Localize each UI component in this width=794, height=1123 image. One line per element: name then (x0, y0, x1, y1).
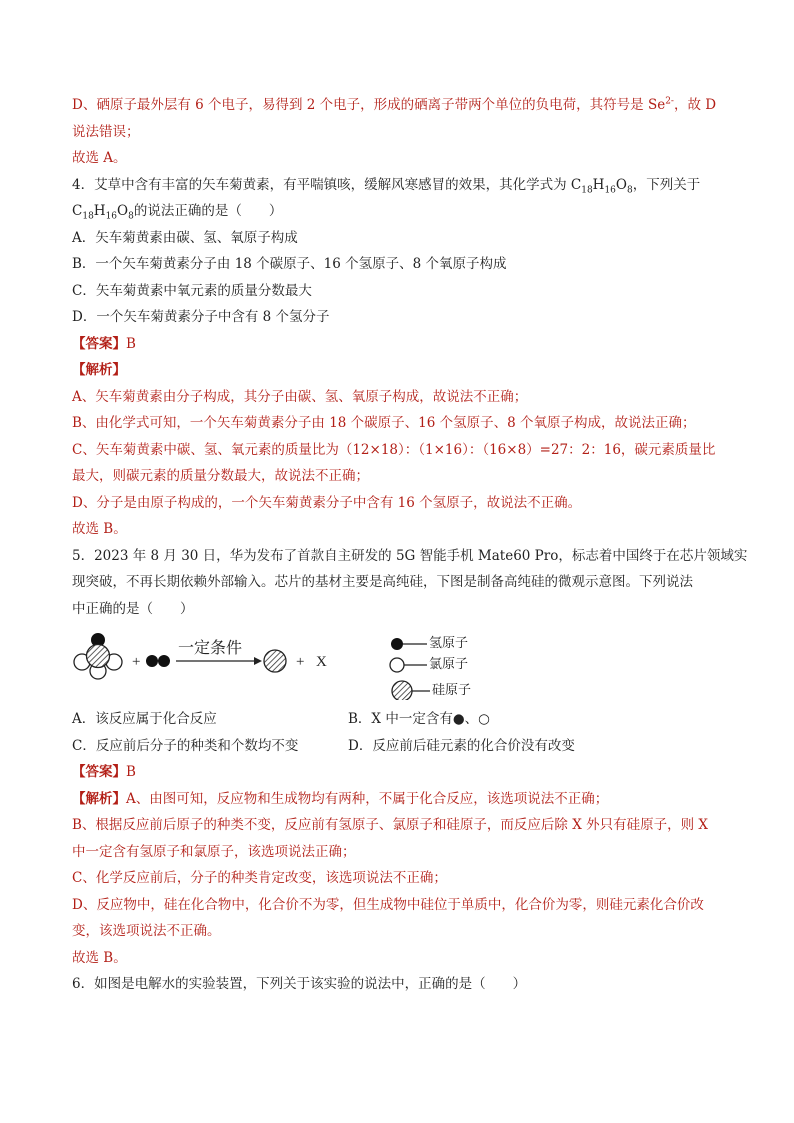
q5-stem-line1: 5．2023 年 8 月 30 日，华为发布了首款自主研发的 5G 智能手机 Mate60 Pro，标志着中国终于在芯片领域实 (72, 547, 748, 564)
q5-options-row2 (72, 733, 732, 760)
q4-option-a: A．矢车菊黄素由碳、氢、氧原子构成 (72, 229, 298, 246)
q4-analysis-c-cont: 最大，则碳元素的质量分数最大，故说法不正确； (72, 468, 369, 484)
legend-silicon: 硅原子 (432, 683, 472, 698)
reaction-svg (72, 628, 732, 700)
legend (390, 638, 430, 700)
q4-analysis-c: C、矢车菊黄素中碳、氢、氧元素的质量比为（12×18）：（1×16）：（16×8）=27：2：16，碳元素质量比 (72, 441, 716, 458)
prev-analysis-d: D、硒原子最外层有 6 个电子，易得到 2 个电子，形成的硒离子带两个单位的负电荷，其符号是 $Se^{2-}$，故 D (72, 96, 717, 113)
product-x: X (316, 654, 327, 670)
reaction-diagram (72, 628, 732, 700)
q4-analysis-d: D、分子是由原子构成的，一个矢车菊黄素分子中含有 16 个氢原子，故说法不正确。 (72, 494, 582, 511)
q4-option-c: C．矢车菊黄素中氧元素的质量分数最大 (72, 282, 312, 299)
q5-option-c: C．反应前后分子的种类和个数均不变 (72, 737, 299, 754)
reaction-condition: 一定条件 (178, 638, 243, 657)
q5-analysis-a: 【解析】A、由图可知，反应物和生成物均有两种，不属于化合反应，该选项说法不正确； (72, 790, 609, 807)
hydrogen-molecule (146, 655, 170, 667)
q4-choose: 故选 B。 (72, 521, 127, 537)
q5-option-b: B．X 中一定含有●、○ (348, 711, 490, 727)
silicon-product (264, 650, 286, 672)
q4-answer: 【答案】B (72, 335, 136, 352)
q5-stem-line3: 中正确的是（ ） (72, 600, 194, 617)
plus-sign-1: + (132, 654, 141, 670)
prev-choose: 故选 A。 (72, 150, 127, 166)
q5-stem-line2: 现突破，不再长期依赖外部输入。芯片的基材主要是高纯硅，下图是制备高纯硅的微观示意图。下列说法 (72, 574, 693, 590)
q4-option-b: B．一个矢车菊黄素分子由 18 个碳原子、16 个氢原子、8 个氧原子构成 (72, 256, 507, 272)
q5-analysis-c: C、化学反应前后，分子的种类肯定改变，该选项说法不正确； (72, 870, 447, 886)
reactant-molecule (74, 634, 122, 680)
plus-sign-2: + (296, 654, 305, 670)
q4-stem-line2: $C_{18}H_{16}O_8$的说法正确的是（ ） (72, 203, 283, 222)
legend-hydrogen: 氢原子 (429, 636, 469, 651)
q5-answer: 【答案】B (72, 764, 136, 780)
q5-analysis-b-cont: 中一定含有氢原子和氯原子，该选项说法正确； (72, 843, 356, 860)
legend-chlorine: 氯原子 (429, 657, 469, 672)
q5-analysis-d-cont: 变，该选项说法不正确。 (72, 923, 221, 939)
q4-analysis-a: A、矢车菊黄素由分子构成，其分子由碳、氢、氧原子构成，故说法不正确； (72, 388, 528, 405)
q5-options-row1 (72, 706, 732, 733)
q5-choose: 故选 B。 (72, 949, 127, 966)
q6-stem: 6．如图是电解水的实验装置，下列关于该实验的说法中，正确的是（ ） (72, 976, 527, 992)
q5-analysis-b: B、根据反应前后原子的种类不变，反应前有氢原子、氯原子和硅原子，而反应后除 X 外只有硅原子，则 X (72, 817, 709, 833)
q5-option-a: A．该反应属于化合反应 (72, 711, 217, 727)
arrow-head-icon (254, 657, 262, 665)
document-page (72, 92, 748, 998)
prev-analysis-d-cont: 说法错误； (72, 123, 140, 140)
q4-analysis-label: 【解析】 (72, 362, 126, 378)
q4-option-d: D．一个矢车菊黄素分子中含有 8 个氢分子 (72, 309, 330, 325)
q5-analysis-d: D、反应物中，硅在化合物中，化合价不为零，但生成物中硅位于单质中，化合价为零，则硅元素化合价改 (72, 896, 704, 913)
q5-option-d: D．反应前后硅元素的化合价没有改变 (348, 737, 575, 754)
q4-analysis-b: B、由化学式可知，一个矢车菊黄素分子由 18 个碳原子、16 个氢原子、8 个氧原子构成，故说法正确； (72, 415, 696, 431)
q4-stem-line1: 4．艾草中含有丰富的矢车菊黄素，有平喘镇咳，缓解风寒感冒的效果，其化学式为 $C_{18}H_{16}O_8$，下列关于 (72, 176, 701, 196)
